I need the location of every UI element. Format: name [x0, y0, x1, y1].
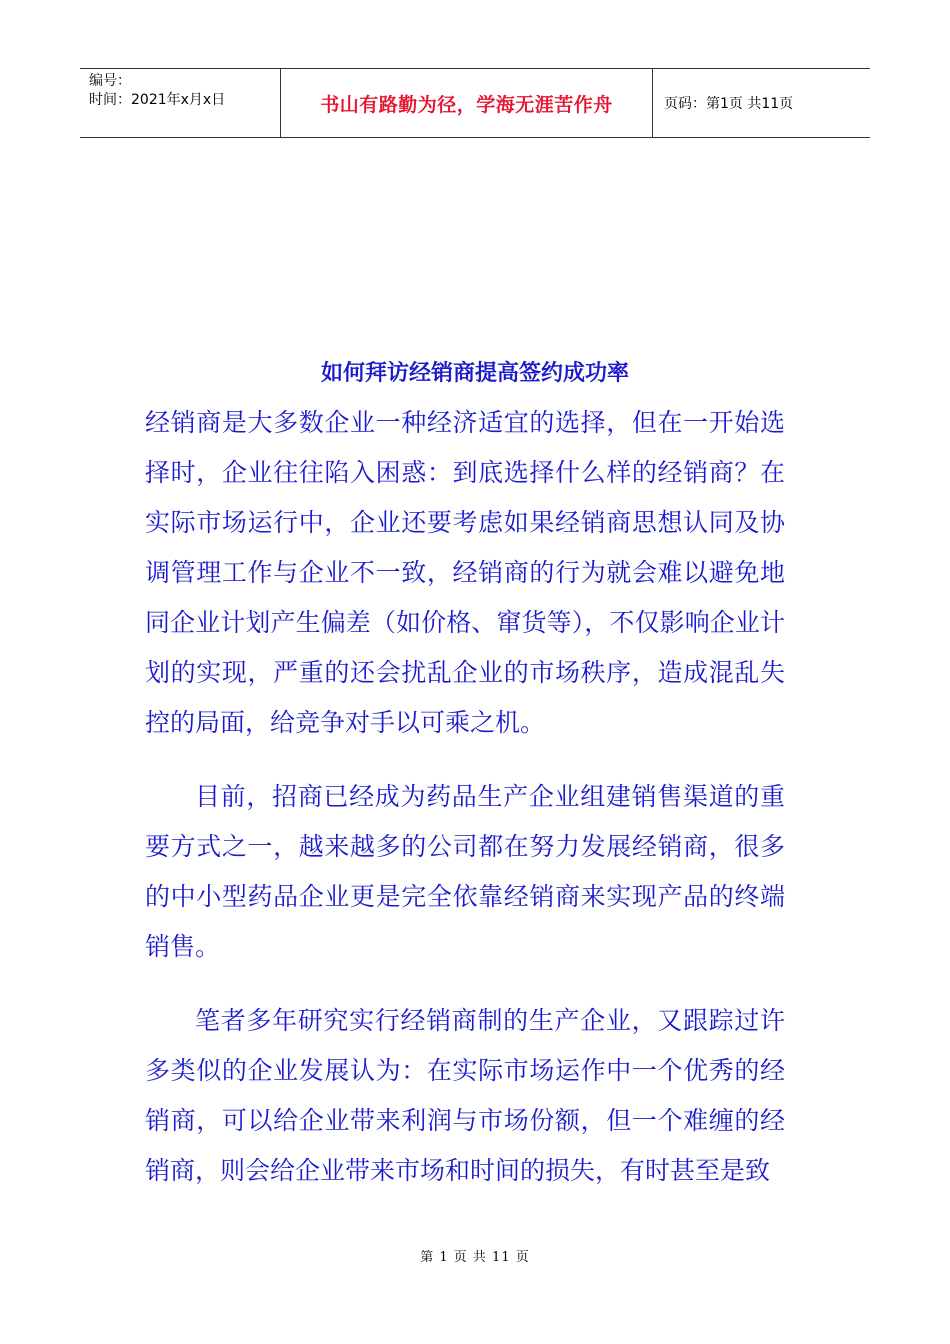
header-page-cell [653, 69, 870, 137]
document-header [80, 68, 870, 138]
paragraph-3: 笔者多年研究实行经销商制的生产企业，又跟踪过许多类似的企业发展认为：在实际市场运作中一个优秀的经销商，可以给企业带来利润与市场份额，但一个难缠的经销商，则会给企业带来市场和时间的损失，有时甚至是致 [145, 1006, 785, 1185]
paragraph-2: 目前，招商已经成为药品生产企业组建销售渠道的重要方式之一，越来越多的公司都在努力发展经销商，很多的中小型药品企业更是完全依靠经销商来实现产品的终端销售。 [145, 782, 785, 961]
header-time-label: 时间：2021年x月x日 [89, 92, 226, 108]
document-title: 如何拜访经销商提高签约成功率 [320, 361, 629, 386]
page-footer: 第 1 页 共 11 页 [420, 1250, 530, 1265]
header-motto-cell [281, 69, 653, 137]
paragraph-1: 经销商是大多数企业一种经济适宜的选择，但在一开始选择时，企业往往陷入困惑：到底选择什么样的经销商？在实际市场运行中，企业还要考虑如果经销商思想认同及协调管理工作与企业不一致，经销商的行为就会难以避免地同企业计划产生偏差（如价格、窜货等），不仅影响企业计划的实现，严重的还会扰乱企业的市场秩序，造成混乱失控的局面，给竞争对手以可乘之机。 [145, 408, 785, 737]
header-motto: 书山有路勤为径，学海无涯苦作舟 [320, 93, 613, 116]
header-meta-cell [80, 69, 281, 137]
document-body [145, 398, 785, 1196]
header-page-info: 页码：第1页 共11页 [664, 96, 794, 112]
header-number-label: 编号： [89, 73, 131, 89]
